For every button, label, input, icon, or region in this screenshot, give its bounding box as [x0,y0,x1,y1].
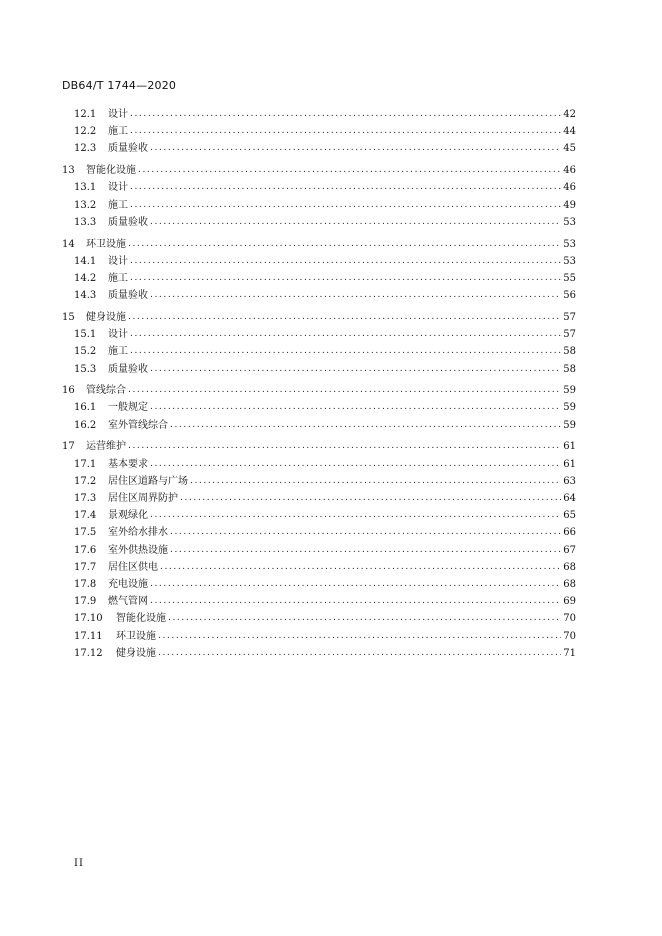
toc-entry-page-number: 70 [563,613,576,625]
toc-dot-leader [170,524,561,541]
toc-entry-title: 智能化设施 [86,165,136,177]
toc-dot-leader [158,645,561,662]
toc-entry-number: 15.2 [74,346,97,358]
toc-entry-number: 13.1 [74,182,97,194]
toc-entry-number: 17.8 [74,578,97,590]
toc-entry-page-number: 70 [563,630,576,642]
toc-entry-page-number: 61 [563,458,576,470]
toc-entry-number: 17.12 [74,647,103,659]
toc-dot-leader [128,438,561,455]
toc-entry-page-number: 63 [563,475,576,487]
toc-entry-number: 16.2 [74,419,97,431]
toc-entry-title: 设计 [108,182,128,194]
toc-entry-number: 12.3 [74,143,97,155]
toc-entry-title: 基本要求 [108,458,148,470]
toc-dot-leader [168,610,561,627]
toc-section-entry[interactable] [62,541,576,558]
document-code-header: DB64/T 1744—2020 [62,79,177,92]
table-of-contents [62,106,576,662]
toc-entry-number: 17.7 [74,561,97,573]
toc-entry-title: 设计 [108,109,128,121]
toc-section-entry[interactable] [62,559,576,576]
toc-dot-leader [130,270,561,287]
toc-entry-page-number: 59 [563,419,576,431]
toc-entry-number: 17.11 [74,630,103,642]
toc-entry-number: 15 [62,311,75,323]
toc-section-entry[interactable] [62,417,576,434]
toc-dot-leader [128,309,561,326]
toc-dot-leader [130,253,561,270]
toc-entry-page-number: 53 [563,255,576,267]
toc-entry-number: 12.2 [74,126,97,138]
toc-entry-title: 室外供热设施 [108,544,168,556]
toc-dot-leader [150,399,561,416]
toc-entry-title: 质量验收 [108,143,148,155]
toc-chapter-entry[interactable] [62,309,576,326]
toc-dot-leader [170,417,561,434]
toc-entry-page-number: 55 [563,272,576,284]
toc-dot-leader [150,593,561,610]
toc-dot-leader [150,287,561,304]
toc-entry-title: 运营维护 [86,441,126,453]
toc-section-entry[interactable] [62,106,576,123]
toc-entry-title: 质量验收 [108,290,148,302]
toc-dot-leader [138,162,561,179]
toc-entry-title: 景观绿化 [108,510,148,522]
toc-entry-page-number: 46 [563,165,576,177]
toc-entry-page-number: 58 [563,346,576,358]
toc-section-entry[interactable] [62,399,576,416]
toc-section-entry[interactable] [62,490,576,507]
toc-chapter-entry[interactable] [62,382,576,399]
toc-entry-number: 13.3 [74,216,97,228]
toc-dot-leader [170,542,561,559]
toc-section-entry[interactable] [62,473,576,490]
toc-section-entry[interactable] [62,179,576,196]
toc-entry-page-number: 66 [563,527,576,539]
toc-section-entry[interactable] [62,343,576,360]
page-number-footer: II [74,858,84,869]
toc-section-entry[interactable] [62,610,576,627]
toc-entry-number: 14.3 [74,290,97,302]
toc-section-entry[interactable] [62,593,576,610]
toc-section-entry[interactable] [62,507,576,524]
toc-section-entry[interactable] [62,270,576,287]
toc-section-entry[interactable] [62,360,576,377]
toc-entry-page-number: 68 [563,561,576,573]
toc-chapter-entry[interactable] [62,162,576,179]
toc-entry-number: 17 [62,441,75,453]
toc-section-entry[interactable] [62,197,576,214]
toc-entry-page-number: 65 [563,510,576,522]
toc-section-entry[interactable] [62,123,576,140]
toc-entry-page-number: 59 [563,402,576,414]
toc-chapter-entry[interactable] [62,236,576,253]
toc-dot-leader [190,473,561,490]
toc-entry-title: 居住区道路与广场 [108,475,188,487]
toc-entry-title: 智能化设施 [116,613,166,625]
toc-entry-number: 17.1 [74,458,97,470]
toc-entry-number: 13.2 [74,199,97,211]
toc-entry-number: 12.1 [74,109,97,121]
toc-entry-page-number: 67 [563,544,576,556]
toc-section-entry[interactable] [62,253,576,270]
toc-entry-title: 施工 [108,346,128,358]
toc-entry-number: 17.3 [74,493,97,504]
toc-entry-page-number: 57 [563,311,576,323]
toc-entry-title: 管线综合 [86,385,126,397]
toc-dot-leader [150,456,561,473]
toc-entry-page-number: 44 [563,126,576,138]
toc-entry-page-number: 64 [563,493,576,504]
toc-dot-leader [150,361,561,378]
toc-entry-page-number: 46 [563,182,576,194]
toc-entry-title: 质量验收 [108,216,148,228]
toc-section-entry[interactable] [62,214,576,231]
toc-entry-page-number: 49 [563,199,576,211]
toc-dot-leader [158,628,561,645]
toc-entry-page-number: 58 [563,363,576,375]
toc-entry-title: 环卫设施 [86,238,126,250]
toc-entry-number: 14 [62,238,75,250]
toc-entry-title: 健身设施 [86,311,126,323]
toc-entry-title: 一般规定 [108,402,148,414]
toc-entry-title: 居住区周界防护 [108,493,178,504]
toc-entry-title: 施工 [108,199,128,211]
toc-dot-leader [130,106,561,123]
toc-dot-leader [150,507,561,524]
toc-entry-number: 17.6 [74,544,97,556]
toc-entry-title: 设计 [108,255,128,267]
toc-dot-leader [130,343,561,360]
toc-entry-title: 室外管线综合 [108,419,168,431]
toc-entry-page-number: 69 [563,596,576,608]
toc-dot-leader [130,179,561,196]
toc-section-entry[interactable] [62,524,576,541]
toc-entry-number: 17.10 [74,613,103,625]
toc-section-entry[interactable] [62,140,576,157]
toc-entry-number: 17.4 [74,510,97,522]
toc-entry-title: 室外给水排水 [108,527,168,539]
toc-dot-leader [180,490,561,507]
toc-dot-leader [150,576,561,593]
toc-entry-page-number: 42 [563,109,576,121]
toc-entry-number: 14.1 [74,255,97,267]
toc-entry-page-number: 45 [563,143,576,155]
toc-dot-leader [130,326,561,343]
toc-section-entry[interactable] [62,645,576,662]
toc-entry-number: 16 [62,385,75,397]
toc-dot-leader [150,214,561,231]
toc-entry-title: 施工 [108,272,128,284]
toc-dot-leader [128,236,561,253]
toc-entry-title: 设计 [108,329,128,341]
toc-dot-leader [130,123,561,140]
toc-section-entry[interactable] [62,627,576,644]
toc-entry-page-number: 57 [563,329,576,341]
toc-entry-title: 环卫设施 [116,630,156,642]
toc-entry-page-number: 53 [563,238,576,250]
toc-entry-page-number: 56 [563,290,576,302]
toc-entry-page-number: 68 [563,578,576,590]
toc-dot-leader [128,382,561,399]
toc-entry-number: 16.1 [74,402,97,414]
toc-entry-title: 燃气管网 [108,596,148,608]
toc-entry-number: 17.2 [74,475,97,487]
toc-entry-page-number: 59 [563,385,576,397]
toc-dot-leader [160,559,561,576]
toc-entry-number: 17.9 [74,596,97,608]
toc-section-entry[interactable] [62,287,576,304]
toc-entry-number: 17.5 [74,527,97,539]
toc-section-entry[interactable] [62,326,576,343]
toc-entry-number: 15.3 [74,363,97,375]
toc-entry-number: 15.1 [74,329,97,341]
toc-dot-leader [130,197,561,214]
toc-entry-page-number: 71 [563,647,576,659]
toc-entry-page-number: 53 [563,216,576,228]
toc-entry-number: 13 [62,165,75,177]
toc-dot-leader [150,140,561,157]
toc-entry-page-number: 61 [563,441,576,453]
toc-entry-title: 健身设施 [116,647,156,659]
toc-entry-title: 施工 [108,126,128,138]
toc-chapter-entry[interactable] [62,438,576,455]
toc-section-entry[interactable] [62,456,576,473]
toc-section-entry[interactable] [62,576,576,593]
toc-entry-title: 充电设施 [108,578,148,590]
toc-entry-number: 14.2 [74,272,97,284]
toc-entry-title: 质量验收 [108,363,148,375]
toc-entry-title: 居住区供电 [108,561,158,573]
